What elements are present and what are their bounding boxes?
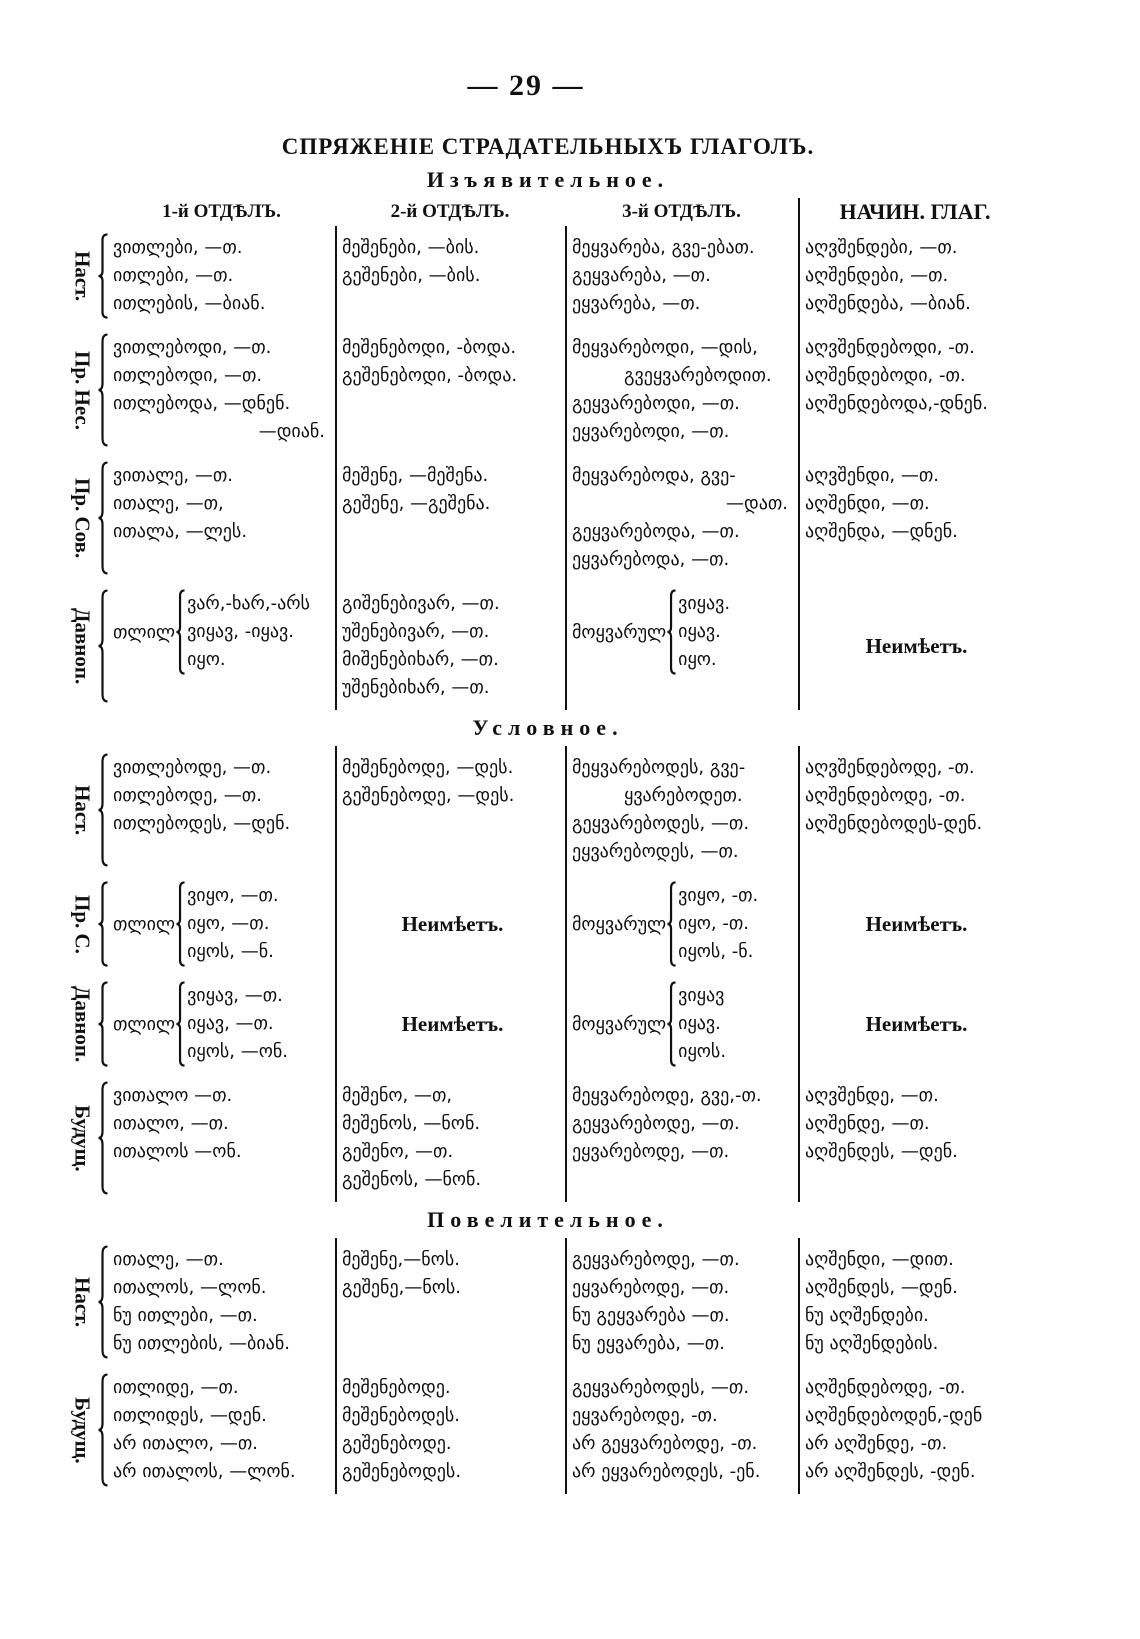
row-brace <box>98 454 108 582</box>
form-text: მიშენებიხარ, —თ. <box>342 649 499 670</box>
form-text: ითლებოდა, —დნენ. <box>113 393 291 414</box>
cell-column-1 <box>108 746 335 874</box>
form-text: მეშენებოდეს. <box>342 1405 461 1426</box>
cell-column-3 <box>565 746 798 874</box>
cell-column-1 <box>108 974 335 1074</box>
form-text: გეშენებოდეს. <box>342 1461 462 1482</box>
row-label-text: Пр. Нес. <box>70 350 95 430</box>
curly-brace-stroke <box>668 982 676 1065</box>
form-text: ეყვარებოდე, —თ. <box>572 1141 730 1162</box>
form-text: უშენებივარ, —თ. <box>342 621 490 642</box>
cell-column-4 <box>798 454 1030 582</box>
curly-brace-stroke <box>99 234 108 317</box>
braced-forms <box>113 882 333 966</box>
curly-brace <box>98 882 108 966</box>
form-text: გეშენებოდე. <box>342 1433 452 1454</box>
curly-brace <box>176 590 185 674</box>
no-form-text: Неимѣетъ. <box>401 1011 504 1036</box>
form-text: აღშენდეს, —დენ. <box>805 1141 958 1162</box>
form-text: ითალოს, —ლონ. <box>113 1277 267 1298</box>
form-text: —დათ. <box>726 493 788 514</box>
form-text: იყო. <box>678 649 717 670</box>
form-text: ითალე, —თ. <box>113 1249 224 1270</box>
form-list <box>678 982 726 1066</box>
form-text: აღვშენდე, —თ. <box>805 1085 939 1106</box>
form-text: ვიყავ, -იყავ. <box>187 621 294 642</box>
curly-brace-stroke <box>99 982 108 1065</box>
form-text: ვიყო, —თ. <box>187 885 279 906</box>
brace-spacer <box>98 198 108 226</box>
row-label <box>66 974 98 1074</box>
form-list <box>187 590 310 674</box>
curly-brace <box>667 982 676 1066</box>
form-text: იყო, -თ. <box>678 913 749 934</box>
form-text: იყოს. <box>678 1041 727 1062</box>
curly-brace <box>98 982 108 1066</box>
form-text: მეშენე,—ნოს. <box>342 1249 460 1270</box>
row-brace <box>98 874 108 974</box>
form-text: აღშენდი, —თ. <box>805 493 930 514</box>
form-text: აღშენდე, —თ. <box>805 1113 930 1134</box>
form-text: აღვშენდებოდე, -თ. <box>805 757 975 778</box>
cell-column-3 <box>565 974 798 1074</box>
cell-column-2 <box>335 1366 565 1494</box>
curly-brace <box>667 882 676 966</box>
form-text: გეშენე, —გეშენა. <box>342 493 491 514</box>
form-text: გეყვარებოდე, —თ. <box>572 1249 740 1270</box>
conjugation-row <box>66 454 1030 582</box>
form-text: ითლების, —ბიან. <box>113 293 266 314</box>
form-text: ითალოს —ონ. <box>113 1141 242 1162</box>
stem-text: მოყვარულ <box>572 1013 667 1035</box>
form-text: ვიყავ. <box>678 593 731 614</box>
form-text: არ აღშენდე, -თ. <box>805 1433 948 1454</box>
curly-brace-stroke <box>668 590 676 673</box>
form-text: ვიყავ, —თ. <box>187 985 283 1006</box>
row-label <box>66 326 98 454</box>
cell-column-4 <box>798 1238 1030 1366</box>
form-text: ყვარებოდეთ. <box>624 785 743 806</box>
braced-forms <box>572 982 796 1066</box>
form-list <box>187 982 288 1066</box>
braced-forms <box>572 590 796 674</box>
form-text: ნუ აღშენდების. <box>805 1333 939 1354</box>
curly-brace <box>98 754 108 866</box>
row-label <box>66 454 98 582</box>
cell-column-2 <box>335 1238 565 1366</box>
row-brace <box>98 746 108 874</box>
form-text: აღვშენდებოდი, -თ. <box>805 337 975 358</box>
row-brace <box>98 974 108 1074</box>
row-brace <box>98 1074 108 1202</box>
form-text: მეყვარებოდეს, გვე- <box>572 757 746 778</box>
form-text: მეყვარებოდე, გვე,-თ. <box>572 1085 762 1106</box>
form-text: გეყვარებოდი, —თ. <box>572 393 740 414</box>
form-text: ეყვარებოდე, -თ. <box>572 1405 718 1426</box>
row-label-text: Наст. <box>70 784 95 836</box>
row-label <box>66 582 98 710</box>
row-label-text: Будущ. <box>70 1396 95 1464</box>
row-brace <box>98 226 108 326</box>
cell-column-3 <box>565 874 798 974</box>
row-label <box>66 226 98 326</box>
row-label-text: Пр. Сов. <box>70 477 95 559</box>
curly-brace <box>98 334 108 446</box>
form-text: იყოს, -ნ. <box>678 941 754 962</box>
cell-column-1 <box>108 226 335 326</box>
form-text: ეყვარება, —თ. <box>572 293 701 314</box>
curly-brace-stroke <box>99 591 108 702</box>
cell-column-1 <box>108 1238 335 1366</box>
curly-brace-stroke <box>99 463 108 574</box>
form-text: ითლებოდეს, —დენ. <box>113 813 291 834</box>
form-text: ითლიდეს, —დენ. <box>113 1405 267 1426</box>
braced-forms <box>113 590 333 674</box>
column-header-3: 3-й ОТДѢЛЪ. <box>622 201 741 222</box>
row-label-text: Наст. <box>70 250 95 302</box>
stem-text: თლილ <box>113 621 176 643</box>
form-text: აღშენდებოდე, -თ. <box>805 785 966 806</box>
form-text: აღშენდებოდი, -თ. <box>805 365 966 386</box>
cell-column-2 <box>335 974 565 1074</box>
cell-column-3 <box>565 454 798 582</box>
form-text: ნუ ითლები, —თ. <box>113 1305 258 1326</box>
inner-brace <box>176 882 185 966</box>
curly-brace-stroke <box>668 882 676 965</box>
cell-column-2 <box>335 874 565 974</box>
form-text: იყო, —თ. <box>187 913 270 934</box>
form-text: ვითალო —თ. <box>113 1085 233 1106</box>
curly-brace <box>98 234 108 318</box>
column-header-4: НАЧИН. ГЛАГ. <box>798 198 1030 226</box>
curly-brace-stroke <box>177 590 185 673</box>
page-number: — 29 — <box>467 69 585 102</box>
form-text: აღვშენდები, —თ. <box>805 237 958 258</box>
form-text: ვარ,-ხარ,-არს <box>187 593 310 614</box>
form-text: ითლებოდე, —თ. <box>113 785 262 806</box>
form-text: გეყვარებოდე, —თ. <box>572 1113 740 1134</box>
column-header-1: 1-й ОТДѢЛЪ. <box>162 201 281 222</box>
curly-brace <box>98 590 108 702</box>
no-form-text: Неимѣетъ. <box>865 911 968 936</box>
form-text: გეშენოს, —ნონ. <box>342 1169 482 1190</box>
cell-column-1 <box>108 582 335 710</box>
cell-column-4 <box>798 1074 1030 1202</box>
row-label <box>66 1238 98 1366</box>
form-text: ნუ ითლების, —ბიან. <box>113 1333 290 1354</box>
curly-brace <box>667 590 676 674</box>
form-text: იყო. <box>187 649 226 670</box>
form-text: ეყვარებოდა, —თ. <box>572 549 730 570</box>
form-text: არ ითალოს, —ლონ. <box>113 1461 296 1482</box>
form-text: ეყვარებოდეს, —თ. <box>572 841 739 862</box>
cell-column-4 <box>798 1366 1030 1494</box>
form-text: მეშენები, —ბის. <box>342 237 480 258</box>
form-text: გეყვარებოდეს, —თ. <box>572 813 750 834</box>
form-text: აღშენდები, —თ. <box>805 265 949 286</box>
cell-column-3 <box>565 326 798 454</box>
cell-column-1 <box>108 1366 335 1494</box>
form-text: ეყვარებოდე, —თ. <box>572 1277 730 1298</box>
form-text: ვიყო, -თ. <box>678 885 759 906</box>
section-title: Изъявительное. <box>426 167 670 192</box>
inner-brace <box>667 882 676 966</box>
cell-column-3 <box>565 582 798 710</box>
cell-column-2 <box>335 454 565 582</box>
cell-column-1 <box>108 1074 335 1202</box>
conjugation-row <box>66 746 1030 874</box>
cell-column-3 <box>565 1074 798 1202</box>
form-text: არ ითალო, —თ. <box>113 1433 258 1454</box>
form-text: მეყვარებოდა, გვე- <box>572 465 736 486</box>
conjugation-row <box>66 974 1030 1074</box>
form-text: მეშენო, —თ, <box>342 1085 453 1106</box>
form-text: გეშენო, —თ. <box>342 1141 454 1162</box>
form-text: აღშენდა, —დნენ. <box>805 521 958 542</box>
form-text: აღშენდებოდეს-დენ. <box>805 813 983 834</box>
form-text: გეშენე,—ნოს. <box>342 1277 462 1298</box>
form-text: ითალა, —ლეს. <box>113 521 248 542</box>
cell-column-4 <box>798 974 1030 1074</box>
cell-column-1 <box>108 454 335 582</box>
conjugation-table <box>66 162 1030 1494</box>
cell-column-4 <box>798 326 1030 454</box>
form-text: ითლებოდი, —თ. <box>113 365 263 386</box>
form-text: ნუ გეყვარება —თ. <box>572 1305 730 1326</box>
no-form-text: Неимѣетъ. <box>401 911 504 936</box>
cell-column-2 <box>335 226 565 326</box>
form-text: აღშენდეს, —დენ. <box>805 1277 958 1298</box>
curly-brace-stroke <box>99 882 108 965</box>
conjugation-row <box>66 326 1030 454</box>
conjugation-row <box>66 582 1030 710</box>
no-form-text: Неимѣетъ. <box>865 1011 968 1036</box>
form-text: მეშენებოდე, —დეს. <box>342 757 514 778</box>
form-text: იყავ. <box>678 1013 721 1034</box>
row-brace <box>98 326 108 454</box>
cell-column-4 <box>798 746 1030 874</box>
form-text: იყოს, —ონ. <box>187 1041 288 1062</box>
form-text: ითლები, —თ. <box>113 265 234 286</box>
cell-column-2 <box>335 326 565 454</box>
curly-brace-stroke <box>177 982 185 1065</box>
cell-column-4 <box>798 582 1030 710</box>
form-text: ვითლებოდე, —თ. <box>113 757 272 778</box>
form-text: აღშენდება, —ბიან. <box>805 293 971 314</box>
form-text: ვითლებოდი, —თ. <box>113 337 272 358</box>
form-text: გეყვარებოდა, —თ. <box>572 521 740 542</box>
row-brace <box>98 1238 108 1366</box>
form-text: მეყვარება, გვე-ებათ. <box>572 237 755 258</box>
form-text: გეშენებოდე, —დეს. <box>342 785 515 806</box>
row-label <box>66 1074 98 1202</box>
form-text: გვეყვარებოდით. <box>624 365 772 386</box>
curly-brace-stroke <box>99 1083 108 1194</box>
form-text: ეყვარებოდი, —თ. <box>572 421 730 442</box>
row-label <box>66 746 98 874</box>
cell-column-1 <box>108 874 335 974</box>
cell-column-4 <box>798 874 1030 974</box>
inner-brace <box>176 590 185 674</box>
form-text: აღშენდი, —დით. <box>805 1249 954 1270</box>
cell-column-2 <box>335 582 565 710</box>
cell-column-1 <box>108 326 335 454</box>
form-text: იყავ. <box>678 621 721 642</box>
curly-brace <box>176 882 185 966</box>
form-text: ნუ აღშენდები. <box>805 1305 929 1326</box>
form-text: გიშენებივარ, —თ. <box>342 593 500 614</box>
column-header-2: 2-й ОТДѢЛЪ. <box>390 201 510 222</box>
form-text: ვიყავ <box>678 985 725 1006</box>
form-text: —დიან. <box>258 421 325 442</box>
inner-brace <box>667 590 676 674</box>
braced-forms <box>572 882 796 966</box>
form-text: არ გეყვარებოდე, -თ. <box>572 1433 758 1454</box>
form-text: მეშენე, —მეშენა. <box>342 465 489 486</box>
column-header-row <box>66 198 1030 226</box>
form-text: არ ეყვარებოდეს, -ენ. <box>572 1461 761 1482</box>
row-label-text: Наст. <box>70 1276 95 1328</box>
form-text: იყოს, —ნ. <box>187 941 274 962</box>
conjugation-row <box>66 1238 1030 1366</box>
form-text: იყავ, —თ. <box>187 1013 274 1034</box>
form-text: აღვშენდი, —თ. <box>805 465 939 486</box>
cell-column-3 <box>565 226 798 326</box>
curly-brace <box>176 982 185 1066</box>
stem-text: მოყვარულ <box>572 621 667 643</box>
row-label <box>66 1366 98 1494</box>
form-text: მეყვარებოდი, —დის, <box>572 337 758 358</box>
curly-brace <box>98 462 108 574</box>
braced-forms <box>113 982 333 1066</box>
form-list <box>187 882 279 966</box>
section-title: Повелительное. <box>427 1207 669 1232</box>
cell-column-2 <box>335 746 565 874</box>
row-label-spacer <box>66 198 98 226</box>
cell-column-2 <box>335 1074 565 1202</box>
cell-column-4 <box>798 226 1030 326</box>
curly-brace <box>98 1082 108 1194</box>
curly-brace <box>98 1374 108 1486</box>
conjugation-row <box>66 874 1030 974</box>
page-content <box>66 66 1030 1494</box>
section-title: Условное. <box>472 715 624 740</box>
form-list <box>678 590 730 674</box>
form-text: არ აღშენდეს, -დენ. <box>805 1461 976 1482</box>
form-text: ითალე, —თ, <box>113 493 224 514</box>
form-text: გეყვარება, —თ. <box>572 265 711 286</box>
curly-brace <box>98 1246 108 1358</box>
conjugation-row <box>66 226 1030 326</box>
no-form-text: Неимѣетъ. <box>865 633 968 658</box>
form-text: ვითალე, —თ. <box>113 465 233 486</box>
inner-brace <box>667 982 676 1066</box>
form-text: ვითლები, —თ. <box>113 237 243 258</box>
conjugation-row <box>66 1366 1030 1494</box>
form-text: უშენებიხარ, —თ. <box>342 677 490 698</box>
page-title: СПРЯЖЕНІЕ СТРАДАТЕЛЬНЫХЪ ГЛАГОЛЪ. <box>281 134 815 159</box>
curly-brace-stroke <box>99 755 108 866</box>
row-label <box>66 874 98 974</box>
curly-brace-stroke <box>99 335 108 446</box>
form-text: ნუ ეყვარება, —თ. <box>572 1333 725 1354</box>
form-text: მეშენებოდე. <box>342 1377 451 1398</box>
form-text: აღშენდებოდენ,-დენ <box>805 1405 983 1426</box>
form-text: აღშენდებოდა,-დნენ. <box>805 393 988 414</box>
form-text: ითლიდე, —თ. <box>113 1377 239 1398</box>
form-text: ითალო, —თ. <box>113 1113 229 1134</box>
row-label-text: Пр. С. <box>70 894 95 954</box>
form-text: აღშენდებოდე, -თ. <box>805 1377 966 1398</box>
form-text: გეშენები, —ბის. <box>342 265 481 286</box>
cell-column-3 <box>565 1366 798 1494</box>
curly-brace-stroke <box>177 882 185 965</box>
form-text: მეშენებოდი, -ბოდა. <box>342 337 517 358</box>
row-label-text: Давноп. <box>70 607 95 685</box>
row-brace <box>98 582 108 710</box>
cell-column-3 <box>565 1238 798 1366</box>
form-text: მეშენოს, —ნონ. <box>342 1113 481 1134</box>
stem-text: მოყვარულ <box>572 913 667 935</box>
conjugation-row <box>66 1074 1030 1202</box>
row-brace <box>98 1366 108 1494</box>
curly-brace-stroke <box>99 1375 108 1486</box>
form-list <box>678 882 758 966</box>
curly-brace-stroke <box>99 1247 108 1358</box>
stem-text: თლილ <box>113 913 176 935</box>
row-label-text: Давноп. <box>70 985 95 1063</box>
row-label-text: Будущ. <box>70 1104 95 1172</box>
inner-brace <box>176 982 185 1066</box>
form-text: გეყვარებოდეს, —თ. <box>572 1377 750 1398</box>
form-text: გეშენებოდი, -ბოდა. <box>342 365 518 386</box>
stem-text: თლილ <box>113 1013 176 1035</box>
